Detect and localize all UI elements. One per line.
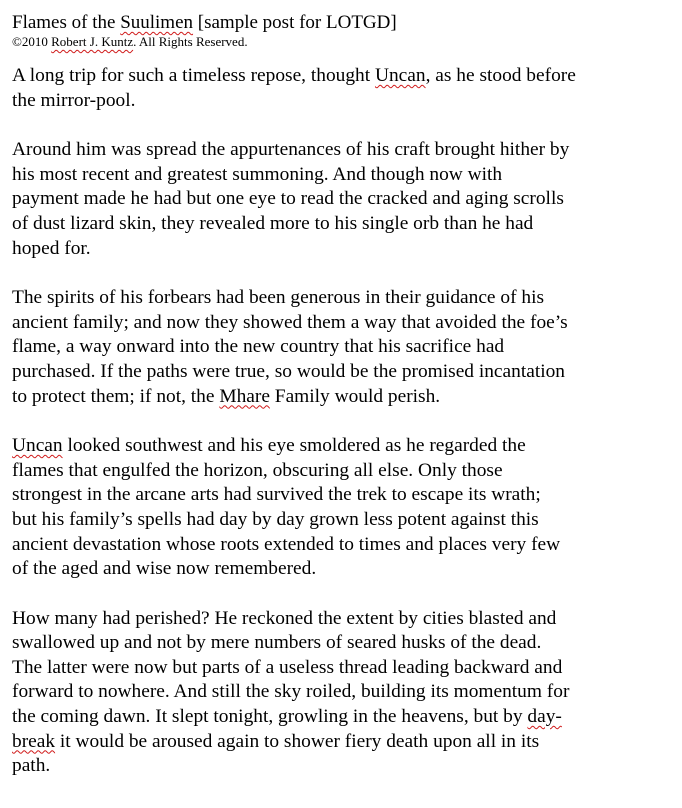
text-line bbox=[12, 434, 676, 459]
text-segment: A long trip for such a timeless repose, thought bbox=[12, 65, 375, 86]
text-segment: strongest in the arcane arts had survived the trek to escape its wrath; bbox=[12, 484, 541, 506]
text-segment: but his family’s spells had day by day grown less potent against this bbox=[12, 508, 539, 530]
copyright-prefix: ©2010 bbox=[12, 34, 52, 49]
text-segment: the coming dawn. It slept tonight, growling in the heavens, but by bbox=[12, 706, 528, 728]
paragraph bbox=[12, 286, 676, 409]
text-segment: path. bbox=[12, 755, 51, 777]
text-line bbox=[12, 335, 676, 360]
text-segment: forward to nowhere. And still the sky roiled, building its momentum for bbox=[12, 681, 570, 703]
document-body bbox=[12, 12, 676, 779]
text-segment: swallowed up and not by mere numbers of seared husks of the dead. bbox=[12, 632, 542, 654]
paragraph bbox=[12, 607, 676, 779]
text-segment: it would be aroused again to shower fiery death upon all in its bbox=[55, 730, 540, 752]
text-line bbox=[12, 754, 676, 779]
text-line bbox=[12, 557, 676, 582]
text-line bbox=[12, 89, 676, 114]
text-line bbox=[12, 631, 676, 656]
text-line bbox=[12, 64, 676, 89]
text-segment: Around him was spread the appurtenances of his craft brought hither by bbox=[12, 139, 570, 161]
title-suffix: [sample post for LOTGD] bbox=[193, 12, 397, 33]
flagged-word: Mhare bbox=[219, 385, 270, 407]
text-segment: How many had perished? He reckoned the extent by cities blasted and bbox=[12, 607, 557, 629]
text-line bbox=[12, 187, 676, 212]
story-text bbox=[12, 64, 676, 779]
paragraph bbox=[12, 138, 676, 261]
text-segment: flame, a way onward into the new country that his sacrifice had bbox=[12, 336, 505, 358]
text-line bbox=[12, 459, 676, 484]
text-segment: ancient family; and now they showed them a way that avoided the foe’s bbox=[12, 311, 568, 333]
text-segment: his most recent and greatest summoning. And though now with bbox=[12, 163, 503, 185]
flagged-word: Uncan bbox=[12, 435, 63, 457]
text-line bbox=[12, 385, 676, 410]
text-segment: purchased. If the paths were true, so would be the promised incantation bbox=[12, 360, 566, 382]
text-segment: hoped for. bbox=[12, 237, 91, 259]
text-line bbox=[12, 138, 676, 163]
text-line bbox=[12, 237, 676, 262]
text-segment: ancient devastation whose roots extended to times and places very few bbox=[12, 533, 561, 555]
text-line bbox=[12, 705, 676, 730]
text-line bbox=[12, 730, 676, 755]
title-prefix: Flames of the bbox=[12, 12, 121, 33]
text-line bbox=[12, 680, 676, 705]
text-segment: The spirits of his forbears had been generous in their guidance of his bbox=[12, 287, 545, 309]
text-segment: payment made he had but one eye to read the cracked and aging scrolls bbox=[12, 188, 564, 210]
flagged-word: break bbox=[12, 730, 56, 752]
text-segment: of dust lizard skin, they revealed more to his single orb than he had bbox=[12, 212, 534, 234]
document-title bbox=[12, 12, 676, 34]
text-segment: the mirror-pool. bbox=[12, 89, 136, 111]
text-line bbox=[12, 311, 676, 336]
flagged-word: Uncan bbox=[374, 65, 426, 86]
text-segment: Family would perish. bbox=[269, 385, 441, 407]
title-flagged-word: Suulimen bbox=[120, 12, 194, 33]
text-segment: of the aged and wise now remembered. bbox=[12, 558, 317, 580]
text-line bbox=[12, 607, 676, 632]
text-line bbox=[12, 508, 676, 533]
text-line bbox=[12, 483, 676, 508]
copyright-author: Robert J. Kuntz bbox=[51, 34, 134, 49]
text-line bbox=[12, 163, 676, 188]
copyright-line bbox=[12, 34, 676, 50]
text-line bbox=[12, 286, 676, 311]
text-segment: looked southwest and his eye smoldered as he regarded the bbox=[62, 435, 526, 457]
text-segment: to protect them; if not, the bbox=[12, 385, 220, 407]
text-segment: flames that engulfed the horizon, obscuring all else. Only those bbox=[12, 459, 503, 481]
text-segment: , as he stood before bbox=[425, 65, 576, 86]
flagged-word: day- bbox=[527, 706, 562, 728]
text-line bbox=[12, 212, 676, 237]
text-line bbox=[12, 360, 676, 385]
text-line bbox=[12, 533, 676, 558]
text-segment: The latter were now but parts of a useless thread leading backward and bbox=[12, 656, 563, 678]
paragraph bbox=[12, 64, 676, 113]
paragraph bbox=[12, 434, 676, 582]
text-line bbox=[12, 656, 676, 681]
copyright-suffix: . All Rights Reserved. bbox=[133, 34, 248, 49]
